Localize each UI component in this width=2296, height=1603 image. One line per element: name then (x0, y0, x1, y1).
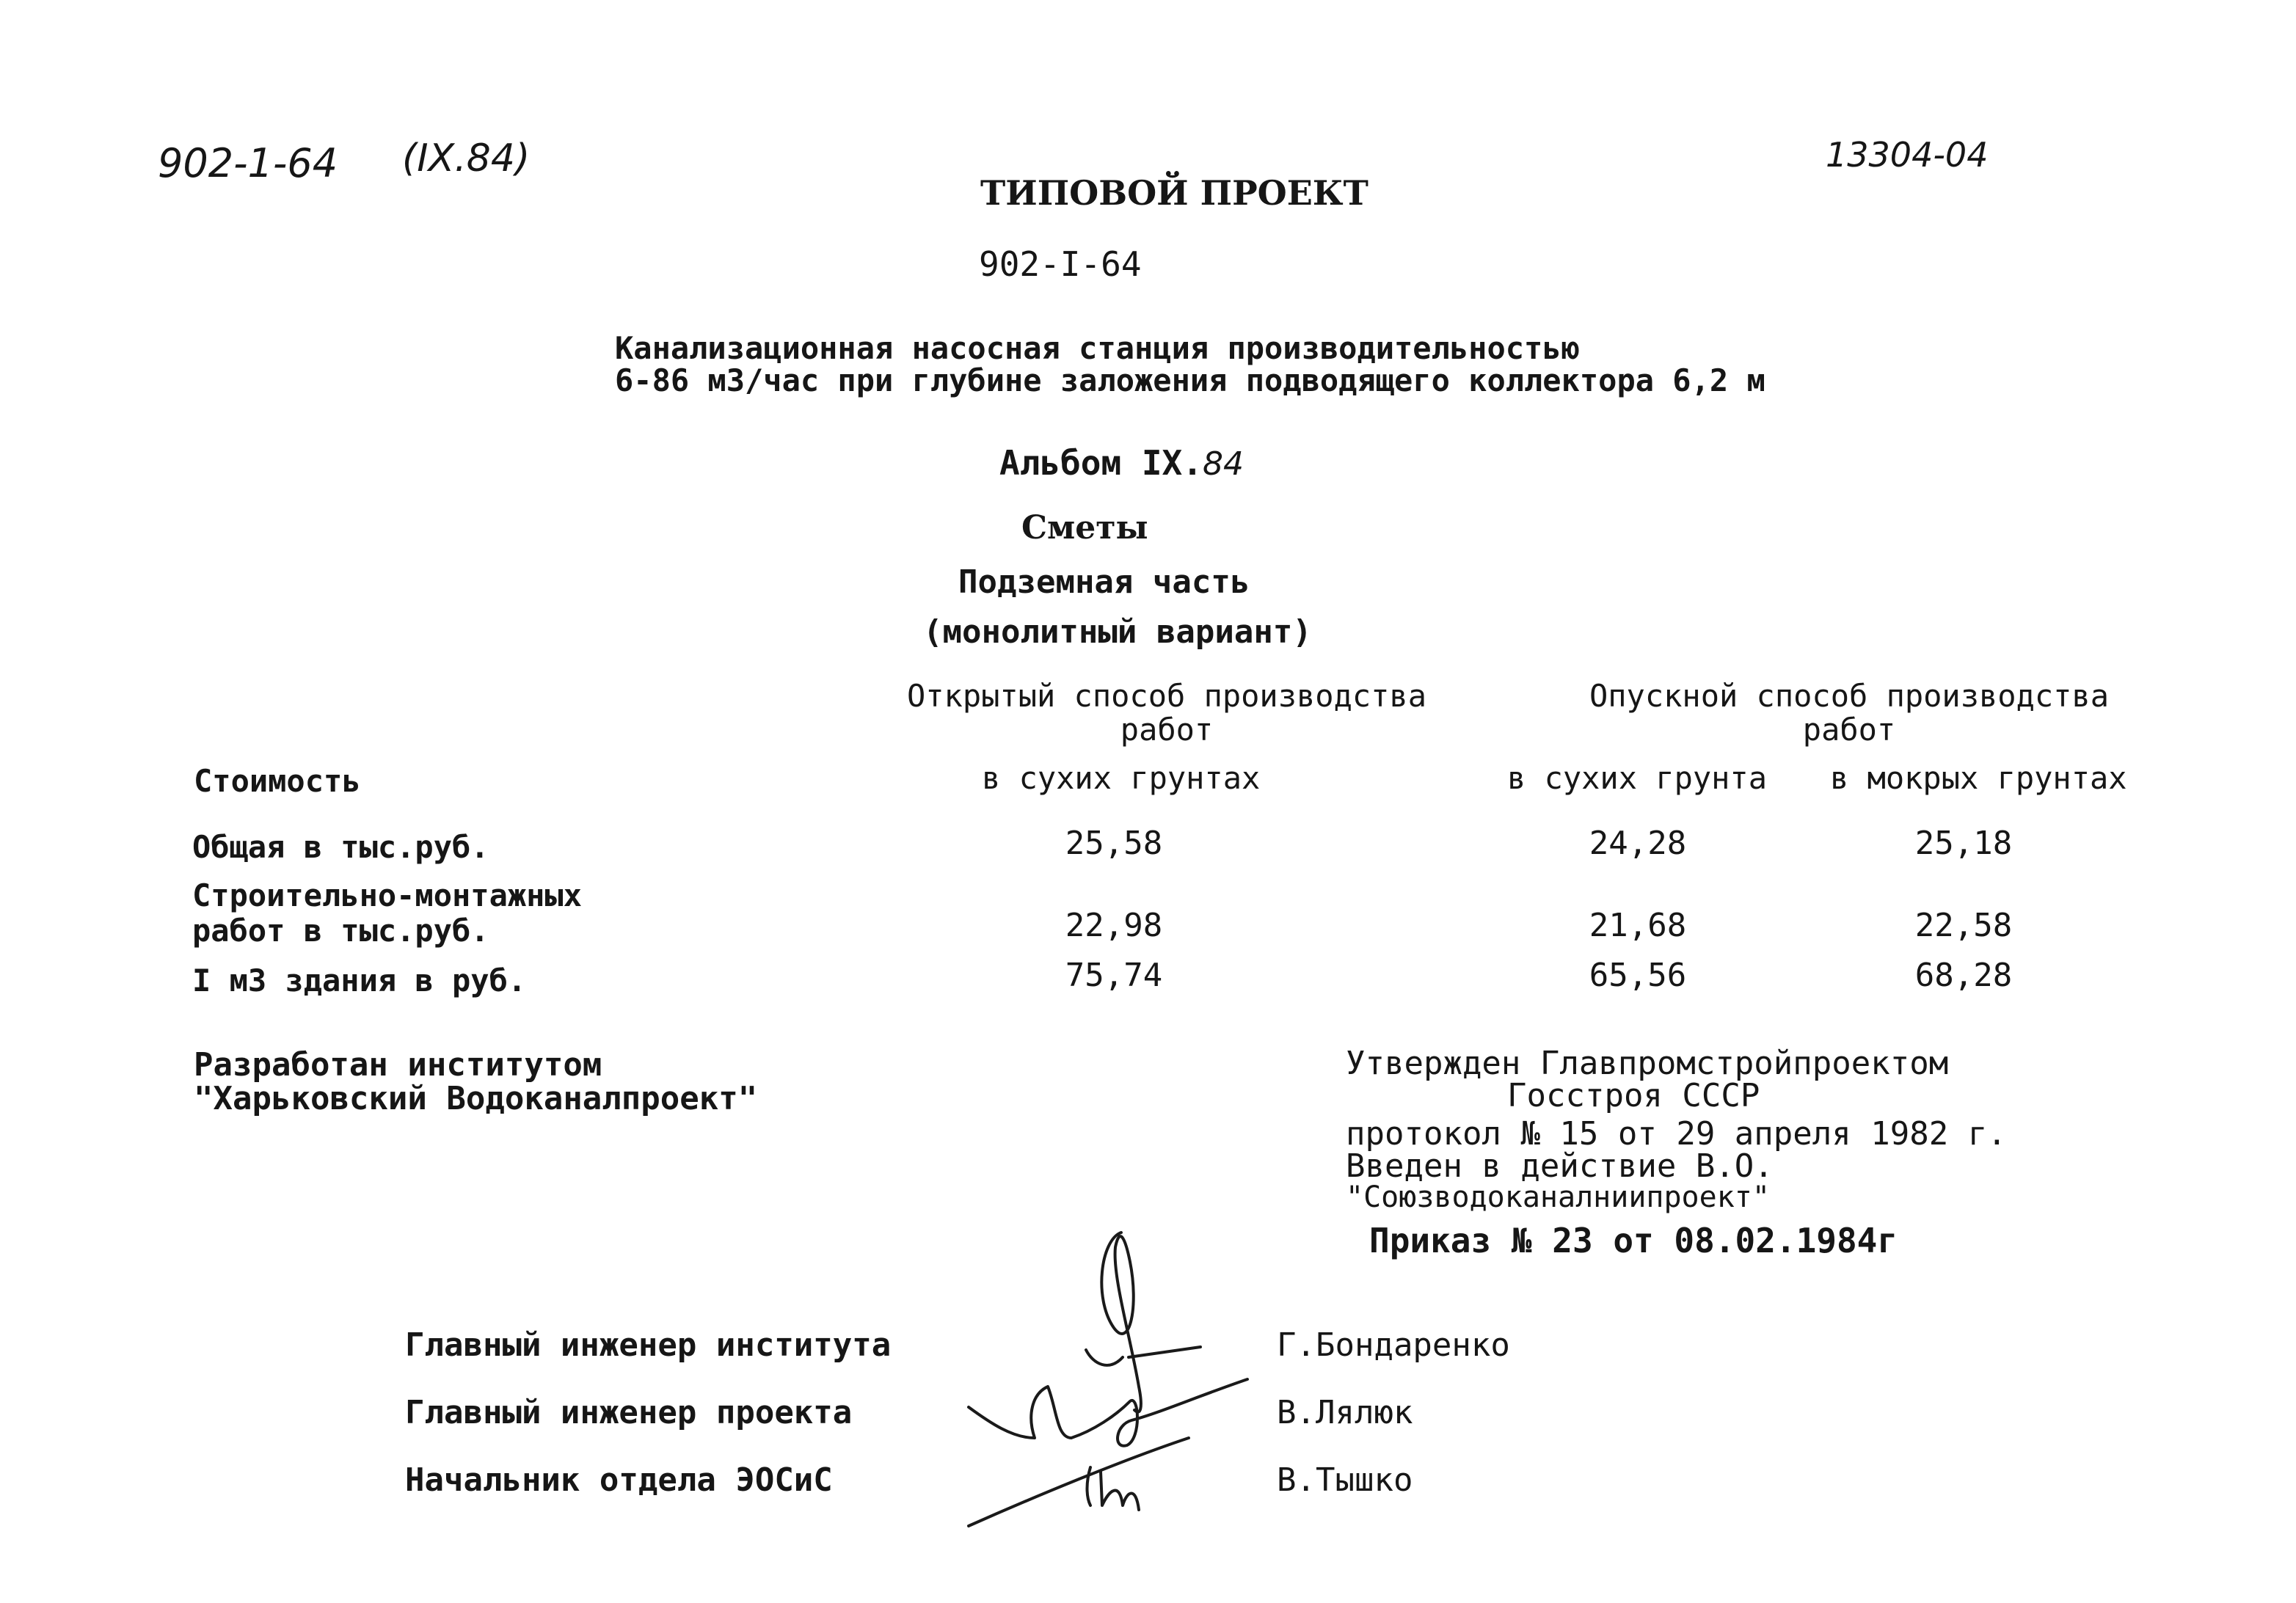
group-header-sunk-line1: Опускной способ производства (1589, 678, 2109, 714)
approval-line-2: Госстроя СССР (1507, 1077, 1760, 1114)
section-monolithic-variant: (монолитный вариант) (923, 613, 1312, 651)
row-per-m3-value-sunk-wet: 68,28 (1914, 957, 2013, 994)
group-header-open-line1: Открытый способ производства (906, 678, 1426, 714)
approval-line-1: Утвержден Главпромстройпроектом (1346, 1045, 1949, 1082)
section-estimates: Сметы (1021, 509, 1148, 547)
sub-header-open-dry: в сухих грунтах (982, 760, 1261, 796)
signature-name-3: В.Тышко (1277, 1461, 1413, 1499)
approval-line-5: "Союзводоканалниипроект" (1346, 1180, 1770, 1214)
handwritten-signatures (947, 1218, 1284, 1541)
developer-line-2: "Харьковский Водоканалпроект" (194, 1080, 758, 1117)
signature-position-3: Начальник отдела ЭОСиС (405, 1461, 833, 1499)
approval-line-6: Приказ № 23 от 08.02.1984г (1369, 1221, 1898, 1260)
row-construction-value-sunk-dry: 21,68 (1589, 907, 1687, 944)
description-line-2: 6-86 м3/час при глубине заложения подводящего коллектора 6,2 м (615, 362, 1765, 398)
row-construction-label-line1: Строительно-монтажных (192, 877, 583, 913)
signature-stroke-1 (1101, 1233, 1141, 1412)
approval-line-3: протокол № 15 от 29 апреля 1982 г. (1346, 1115, 2007, 1153)
row-construction-value-open-dry: 22,98 (1065, 907, 1163, 944)
row-header-cost: Стоимость (194, 763, 361, 799)
document-title: ТИПОВОЙ ПРОЕКТ (980, 173, 1369, 213)
sub-header-sunk-dry: в сухих грунта (1507, 760, 1768, 796)
row-total-value-sunk-dry: 24,28 (1589, 825, 1687, 862)
group-header-sunk-line2: работ (1802, 712, 1896, 748)
row-per-m3-label: I м3 здания в руб. (192, 963, 527, 998)
row-total-label: Общая в тыс.руб. (192, 829, 489, 865)
signature-stroke-3 (1129, 1347, 1200, 1357)
signature-name-1: Г.Бондаренко (1277, 1326, 1510, 1364)
signature-position-1: Главный инженер института (405, 1326, 892, 1364)
row-per-m3-value-sunk-dry: 65,56 (1589, 957, 1687, 994)
signature-stroke-6 (969, 1438, 1189, 1526)
approval-line-4: Введен в действие В.О. (1346, 1147, 1774, 1185)
developer-line-1: Разработан институтом (194, 1046, 602, 1084)
signature-position-2: Главный инженер проекта (405, 1394, 853, 1431)
album-heading (999, 443, 1244, 483)
group-header-open-line2: работ (1120, 712, 1214, 748)
signature-stroke-4 (969, 1379, 1247, 1446)
handwritten-project-code: 902-1-64 (158, 140, 338, 186)
album-number: 84 (1202, 445, 1244, 483)
project-number: 902-I-64 (979, 244, 1142, 284)
sub-header-sunk-wet: в мокрых грунтах (1830, 760, 2127, 796)
section-underground-part: Подземная часть (958, 563, 1250, 601)
row-total-value-sunk-wet: 25,18 (1914, 825, 2013, 862)
row-construction-label-line2: работ в тыс.руб. (192, 913, 489, 949)
handwritten-album-mark: (IX.84) (402, 136, 531, 180)
row-total-value-open-dry: 25,58 (1065, 825, 1163, 862)
album-label: Альбом IX. (999, 443, 1203, 483)
signature-name-2: В.Лялюк (1277, 1394, 1413, 1431)
handwritten-inventory-number: 13304-04 (1826, 135, 1989, 175)
description-line-1: Канализационная насосная станция производительностью (615, 330, 1580, 366)
row-per-m3-value-open-dry: 75,74 (1065, 957, 1163, 994)
row-construction-value-sunk-wet: 22,58 (1914, 907, 2013, 944)
signature-stroke-2 (1086, 1350, 1123, 1365)
